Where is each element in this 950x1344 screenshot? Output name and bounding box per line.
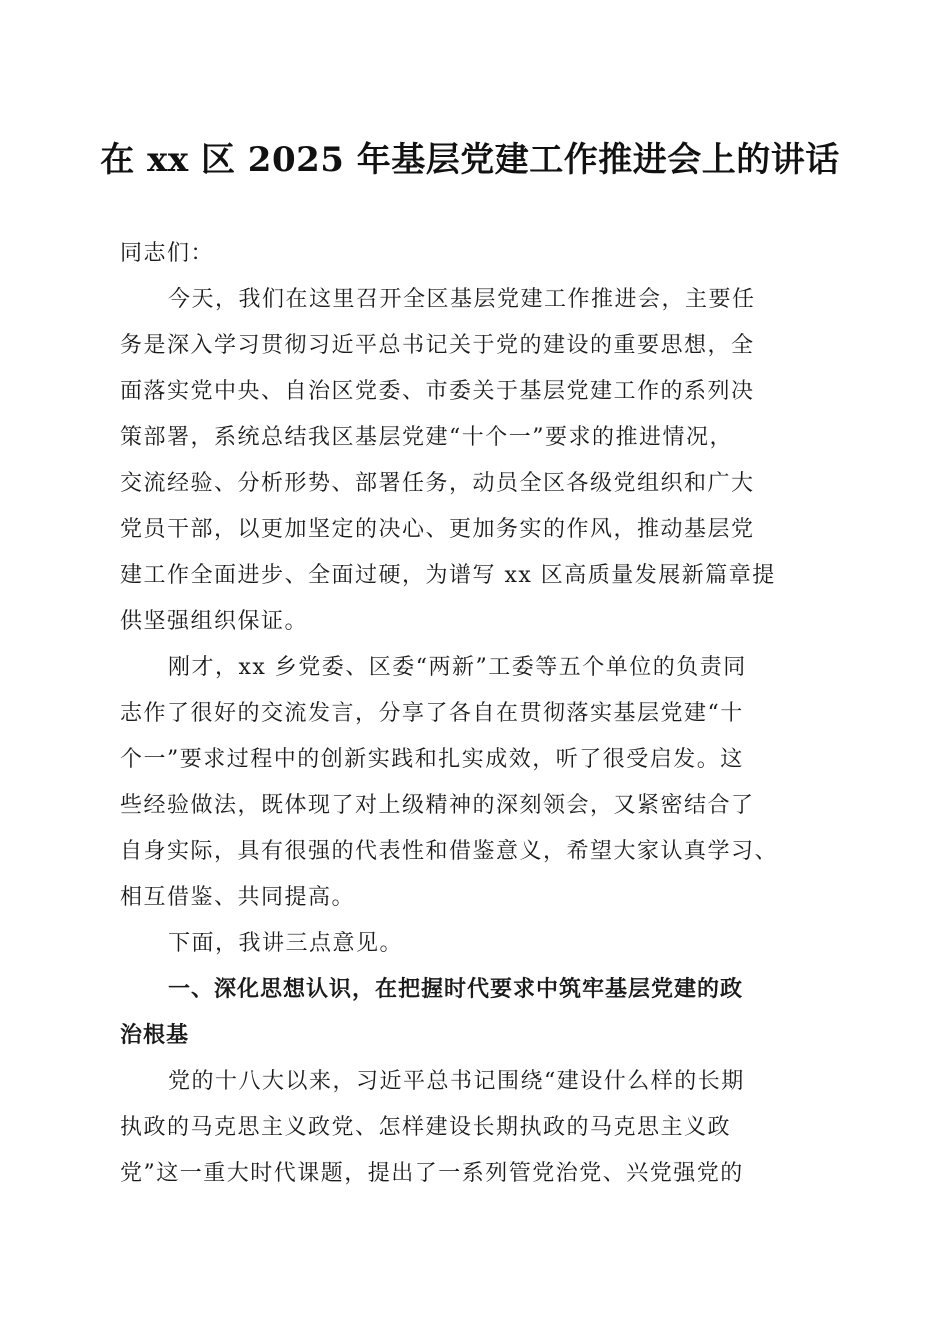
paragraph-line: 相互借鉴、共同提高。 <box>120 885 356 910</box>
paragraph-line: 下面，我讲三点意见。 <box>168 931 404 956</box>
paragraph-section-1-body <box>120 1059 832 1197</box>
paragraph-line: 党员干部，以更加坚定的决心、更加务实的作风，推动基层党 <box>120 517 755 542</box>
paragraph-line: 自身实际，具有很强的代表性和借鉴意义，希望大家认真学习、 <box>120 839 779 864</box>
section-heading-1 <box>120 967 832 1059</box>
document-body <box>120 231 832 1197</box>
salutation: 同志们： <box>120 241 215 266</box>
paragraph-line: 建工作全面进步、全面过硬，为谱写 xx 区高质量发展新篇章提 <box>120 563 776 588</box>
paragraph-line: 面落实党中央、自治区党委、市委关于基层党建工作的系列决 <box>120 379 755 404</box>
document-title: 在 xx 区 2025 年基层党建工作推进会上的讲话 <box>100 140 840 180</box>
paragraph-line: 刚才，xx 乡党委、区委“两新”工委等五个单位的负责同 <box>168 655 747 680</box>
paragraph-line: 党的十八大以来，习近平总书记围绕“建设什么样的长期 <box>168 1069 745 1094</box>
paragraph-line: 些经验做法，既体现了对上级精神的深刻领会，又紧密结合了 <box>120 793 755 818</box>
paragraph-line: 党”这一重大时代课题，提出了一系列管党治党、兴党强党的 <box>120 1161 744 1186</box>
paragraph-line: 志作了很好的交流发言，分享了各自在贯彻落实基层党建“十 <box>120 701 744 726</box>
paragraph-line: 执政的马克思主义政党、怎样建设长期执政的马克思主义政 <box>120 1115 732 1140</box>
paragraph-exchange <box>120 645 832 921</box>
paragraph-line: 务是深入学习贯彻习近平总书记关于党的建设的重要思想，全 <box>120 333 755 358</box>
heading-line: 一、深化思想认识，在把握时代要求中筑牢基层党建的政 <box>168 977 744 1002</box>
paragraph-line: 供坚强组织保证。 <box>120 609 309 634</box>
heading-line: 治根基 <box>120 1023 190 1048</box>
paragraph-line: 个一”要求过程中的创新实践和扎实成效，听了很受启发。这 <box>120 747 744 772</box>
paragraph-opening <box>120 277 832 645</box>
paragraph-line: 今天，我们在这里召开全区基层党建工作推进会，主要任 <box>168 287 756 312</box>
paragraph-line: 交流经验、分析形势、部署任务，动员全区各级党组织和广大 <box>120 471 755 496</box>
paragraph-transition <box>120 921 832 967</box>
paragraph-line: 策部署，系统总结我区基层党建“十个一”要求的推进情况， <box>120 425 733 450</box>
